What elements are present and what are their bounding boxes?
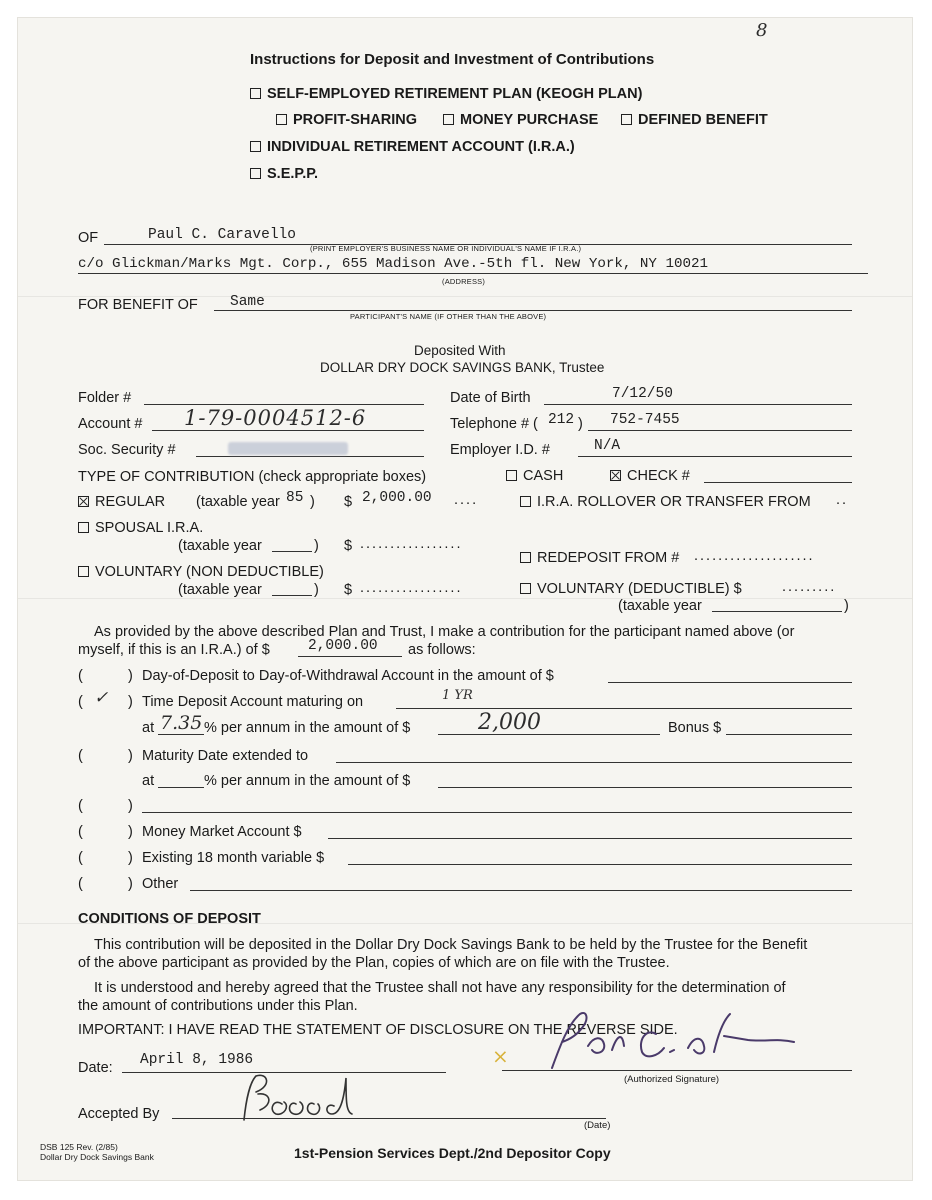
telephone-line (588, 430, 852, 431)
employer-line (578, 456, 852, 457)
dotted-leader: ......... (782, 579, 837, 595)
plan-profit-sharing[interactable]: PROFIT-SHARING (276, 112, 417, 128)
telephone-close: ) (578, 416, 583, 432)
other-line (190, 890, 852, 891)
benefit-label: FOR BENEFIT OF (78, 297, 198, 313)
checkbox-icon[interactable] (520, 583, 531, 594)
paren-close: ) (128, 748, 133, 764)
rate-line-2 (158, 787, 204, 788)
ssn-redaction (228, 442, 348, 455)
form-page (18, 18, 912, 1180)
authorized-signature-icon[interactable] (538, 1006, 808, 1076)
rate-suffix: % per annum in the amount of $ (204, 720, 411, 736)
plan-defined-benefit[interactable]: DEFINED BENEFIT (621, 112, 768, 128)
fold-line (18, 598, 912, 599)
checkmark-icon[interactable]: ✓ (94, 688, 109, 708)
accepted-by-label: Accepted By (78, 1106, 160, 1122)
conditions-para1-l1: This contribution will be deposited in the Dollar Dry Dock Savings Bank to be held by the Trustee for the Benefit (94, 937, 808, 953)
paren-close: ) (128, 798, 133, 814)
authorized-signature-caption: (Authorized Signature) (624, 1074, 720, 1085)
voluntary-nd-option[interactable]: VOLUNTARY (NON DEDUCTIBLE) (78, 564, 324, 580)
regular-taxable-year-label: (taxable year (196, 494, 280, 510)
employer-label: Employer I.D. # (450, 442, 550, 458)
folder-label: Folder # (78, 390, 132, 406)
dotted-leader: ................. (360, 536, 463, 552)
rate-value[interactable]: 7.35 (160, 712, 203, 734)
checkbox-checked-icon[interactable] (78, 496, 89, 507)
dotted-leader: .................... (694, 548, 815, 564)
blank-option-line (142, 812, 852, 813)
provided-line1: As provided by the above described Plan and Trust, I make a contribution for the participant named above (or (94, 624, 795, 640)
redeposit-option[interactable]: REDEPOSIT FROM # (520, 550, 679, 566)
provided-amount-line (298, 656, 402, 657)
date-value[interactable]: April 8, 1986 (140, 1052, 254, 1068)
day-of-deposit-line (608, 682, 852, 683)
paren-close: ) (128, 694, 133, 710)
checkbox-icon[interactable] (520, 496, 531, 507)
paren-close: ) (844, 598, 849, 614)
money-market-option[interactable]: Money Market Account $ (142, 824, 302, 840)
checkbox-icon[interactable] (443, 114, 454, 125)
telephone-area[interactable]: 212 (548, 412, 575, 428)
provided-amount[interactable]: 2,000.00 (308, 638, 378, 654)
dollar-sign: $ (344, 538, 353, 554)
paren-close: ) (128, 850, 133, 866)
checkbox-icon[interactable] (250, 168, 261, 179)
time-deposit-term[interactable]: 1 YR (442, 688, 473, 703)
paren-close: ) (310, 494, 315, 510)
spousal-option[interactable]: SPOUSAL I.R.A. (78, 520, 203, 536)
account-line (152, 430, 424, 431)
conditions-para2-l1: It is understood and hereby agreed that the Trustee shall not have any responsibility for the determination of (94, 980, 786, 996)
important-notice: IMPORTANT: I HAVE READ THE STATEMENT OF DISCLOSURE ON THE REVERSE SIDE. (78, 1022, 678, 1038)
voluntary-d-year-line (712, 611, 842, 612)
regular-year-value[interactable]: 85 (286, 490, 304, 506)
maturity-option[interactable]: Maturity Date extended to (142, 748, 309, 764)
paren-open: ( (78, 694, 83, 710)
other-option[interactable]: Other (142, 876, 179, 892)
paren-close: ) (314, 538, 319, 554)
maturity-line (336, 762, 852, 763)
plan-money-purchase[interactable]: MONEY PURCHASE (443, 112, 598, 128)
checkbox-icon[interactable] (621, 114, 632, 125)
employer-value[interactable]: N/A (594, 438, 621, 454)
spousal-year-line (272, 551, 312, 552)
checkbox-icon[interactable] (78, 522, 89, 533)
address-value[interactable]: c/o Glickman/Marks Mgt. Corp., 655 Madison Ave.-5th fl. New York, NY 10021 (78, 256, 709, 272)
dotted-leader: .... (454, 492, 479, 508)
check-line (704, 482, 852, 483)
rollover-option[interactable]: I.R.A. ROLLOVER OR TRANSFER FROM (520, 494, 811, 510)
paren-open: ( (78, 850, 83, 866)
benefit-value[interactable]: Same (230, 294, 265, 310)
existing-18-option[interactable]: Existing 18 month variable $ (142, 850, 325, 866)
time-deposit-option[interactable]: Time Deposit Account maturing on (142, 694, 364, 710)
existing-18-line (348, 864, 852, 865)
dob-value[interactable]: 7/12/50 (612, 386, 673, 402)
bonus-line (726, 734, 852, 735)
amount-value[interactable]: 2,000 (478, 710, 541, 735)
plan-keogh[interactable]: SELF-EMPLOYED RETIREMENT PLAN (KEOGH PLAN) (250, 86, 642, 102)
time-deposit-line (396, 708, 852, 709)
of-label: OF (78, 230, 99, 246)
conditions-para1-l2: of the above participant as provided by the Plan, copies of which are on file with the Trustee. (78, 955, 670, 971)
spousal-taxable-year-label: (taxable year (178, 538, 262, 554)
benefit-line (214, 310, 852, 311)
checkbox-checked-icon[interactable] (610, 470, 621, 481)
dollar-sign: $ (344, 494, 353, 510)
dotted-leader: ................. (360, 580, 463, 596)
checkbox-icon[interactable] (520, 552, 531, 563)
paren-close: ) (314, 582, 319, 598)
deposited-with: Deposited With (414, 343, 506, 358)
paren-close: ) (128, 824, 133, 840)
contribution-heading: TYPE OF CONTRIBUTION (check appropriate boxes) (78, 469, 427, 485)
voluntary-nd-taxable-label: (taxable year (178, 582, 262, 598)
paren-open: ( (78, 876, 83, 892)
checkbox-icon[interactable] (506, 470, 517, 481)
folder-line (144, 404, 424, 405)
copy-designation: 1st-Pension Services Dept./2nd Depositor Copy (294, 1145, 611, 1161)
day-of-deposit-option[interactable]: Day-of-Deposit to Day-of-Withdrawal Account in the amount of $ (142, 668, 554, 684)
dotted-leader: .. (836, 492, 849, 508)
accepted-by-signature-icon[interactable] (234, 1070, 374, 1126)
amount-line (438, 734, 660, 735)
dollar-sign: $ (344, 582, 353, 598)
rate-suffix-2: % per annum in the amount of $ (204, 773, 411, 789)
voluntary-d-taxable-label: (taxable year (618, 598, 702, 614)
ssn-label: Soc. Security # (78, 442, 176, 458)
telephone-number[interactable]: 752-7455 (610, 412, 680, 428)
amount-line-2 (438, 787, 852, 788)
ssn-line (196, 456, 424, 457)
form-title: Instructions for Deposit and Investment of Contributions (250, 51, 655, 68)
rate-line (158, 734, 204, 735)
checkbox-icon[interactable] (276, 114, 287, 125)
checkbox-icon[interactable] (78, 566, 89, 577)
at-label-2: at (142, 773, 155, 789)
check-option[interactable]: CHECK # (610, 468, 690, 484)
bonus-label: Bonus $ (668, 720, 722, 736)
checkbox-icon[interactable] (250, 141, 261, 152)
of-value[interactable]: Paul C. Caravello (148, 227, 296, 243)
money-market-line (328, 838, 852, 839)
dob-line (544, 404, 852, 405)
address-caption: (ADDRESS) (442, 277, 486, 286)
provided-line2b: as follows: (408, 642, 476, 658)
paren-open: ( (78, 748, 83, 764)
voluntary-d-option[interactable]: VOLUNTARY (DEDUCTIBLE) $ (520, 581, 742, 597)
checkbox-icon[interactable] (250, 88, 261, 99)
telephone-label: Telephone # ( (450, 416, 538, 432)
provided-line2a: myself, if this is an I.R.A.) of $ (78, 642, 270, 658)
footer-bank: Dollar Dry Dock Savings Bank (40, 1152, 154, 1162)
page-number: 8 (756, 20, 768, 41)
paren-open: ( (78, 798, 83, 814)
at-label: at (142, 720, 155, 736)
plan-ira[interactable]: INDIVIDUAL RETIREMENT ACCOUNT (I.R.A.) (250, 139, 575, 155)
conditions-heading: CONDITIONS OF DEPOSIT (78, 911, 261, 927)
regular-amount-value[interactable]: 2,000.00 (362, 490, 432, 506)
paren-close: ) (128, 668, 133, 684)
dob-label: Date of Birth (450, 390, 531, 406)
form-id: DSB 125 Rev. (2/85) (40, 1142, 118, 1152)
date-caption: (Date) (584, 1120, 611, 1131)
cash-option[interactable]: CASH (506, 468, 563, 484)
of-caption: (PRINT EMPLOYER'S BUSINESS NAME OR INDIVIDUAL'S NAME IF I.R.A.) (310, 244, 582, 253)
voluntary-year-line (272, 595, 312, 596)
address-line (78, 273, 868, 274)
benefit-caption: PARTICIPANT'S NAME (IF OTHER THAN THE ABOVE) (350, 312, 547, 321)
sign-here-mark-icon: × (492, 1044, 509, 1068)
paren-open: ( (78, 668, 83, 684)
plan-sepp[interactable]: S.E.P.P. (250, 166, 318, 182)
trustee-name: DOLLAR DRY DOCK SAVINGS BANK, Trustee (320, 360, 605, 375)
paren-open: ( (78, 824, 83, 840)
account-value[interactable]: 1-79-0004512-6 (184, 406, 367, 430)
account-label: Account # (78, 416, 143, 432)
paren-close: ) (128, 876, 133, 892)
conditions-para2-l2: the amount of contributions under this Plan. (78, 998, 358, 1014)
date-label: Date: (78, 1060, 113, 1076)
regular-option[interactable]: REGULAR (78, 494, 165, 510)
